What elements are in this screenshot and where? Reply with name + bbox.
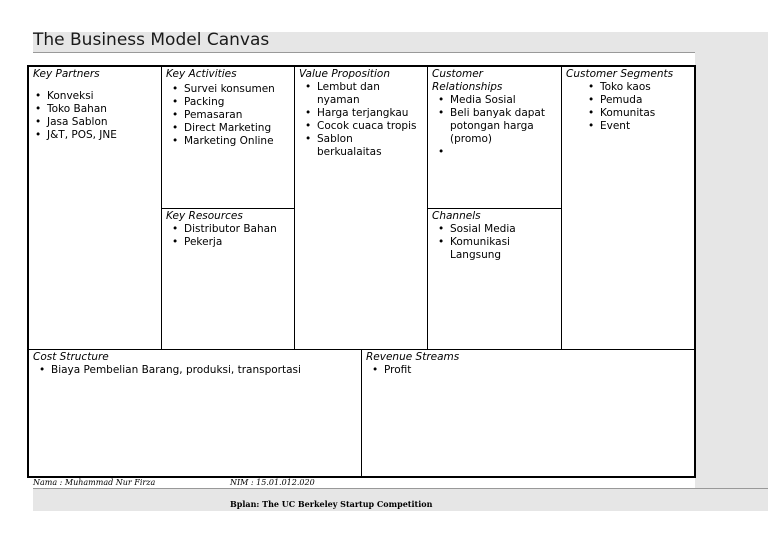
channels-block (427, 208, 562, 350)
channels-title: Channels (432, 210, 481, 222)
value-proposition-list (299, 81, 423, 159)
key-partners-list (33, 90, 157, 142)
key-partners-title: Key Partners (33, 68, 100, 80)
customer-relationships-block (427, 66, 562, 209)
list-item: • Pemasaran (184, 109, 290, 122)
key-resources-block (161, 208, 295, 350)
list-item: • Sablon berkualaitas (317, 133, 397, 159)
revenue-streams-list (366, 364, 690, 377)
value-proposition-block (294, 66, 428, 350)
cost-structure-block (28, 349, 362, 477)
list-item (450, 146, 557, 159)
cost-structure-list (33, 364, 357, 377)
list-item: • Pemuda (600, 94, 690, 107)
key-partners-block (28, 66, 162, 350)
list-item: • Lembut dan nyaman (317, 81, 387, 107)
right-margin (695, 52, 768, 489)
list-item: • Direct Marketing (184, 122, 290, 135)
key-activities-block (161, 66, 295, 209)
customer-segments-block (561, 66, 695, 350)
list-item: • Toko Bahan (47, 103, 157, 116)
customer-segments-title: Customer Segments (566, 68, 674, 80)
business-model-canvas (27, 65, 696, 478)
list-item: • Media Sosial (450, 94, 557, 107)
list-item: • Komunikasi Langsung (450, 236, 530, 262)
list-item: • Cocok cuaca tropis (317, 120, 423, 133)
list-item: • Konveksi (47, 90, 157, 103)
revenue-streams-block (361, 349, 695, 477)
key-resources-title: Key Resources (166, 210, 243, 222)
channels-list (432, 223, 557, 262)
list-item: • Komunitas (600, 107, 690, 120)
list-item: • J&T, POS, JNE (47, 129, 157, 142)
list-item: • Harga terjangkau (317, 107, 423, 120)
author-name: Nama : Muhammad Nur Firza (33, 478, 156, 487)
author-nim: NIM : 15.01.012.020 (230, 478, 315, 487)
footer-bplan: Bplan: The UC Berkeley Startup Competition (230, 499, 433, 509)
list-item: • Packing (184, 96, 290, 109)
list-item: • Jasa Sablon (47, 116, 157, 129)
list-item: • Profit (384, 364, 690, 377)
list-item: • Pekerja (184, 236, 290, 249)
revenue-streams-title: Revenue Streams (366, 351, 460, 363)
value-proposition-title: Value Proposition (299, 68, 390, 80)
list-item: • Marketing Online (184, 135, 290, 148)
list-item: • Beli banyak dapat potongan harga (promo) (450, 107, 557, 146)
key-activities-title: Key Activities (166, 68, 237, 80)
cost-structure-title: Cost Structure (33, 351, 109, 363)
list-item: • Sosial Media (450, 223, 557, 236)
list-item: • Distributor Bahan (184, 223, 290, 236)
list-item: • Biaya Pembelian Barang, produksi, transportasi (51, 364, 357, 377)
list-item: • Event (600, 120, 690, 133)
key-activities-list (166, 83, 290, 148)
list-item: • Toko kaos (600, 81, 690, 94)
customer-segments-list (566, 81, 690, 133)
customer-relationships-list (432, 94, 557, 159)
key-resources-list (166, 223, 290, 249)
page-title: The Business Model Canvas (33, 30, 270, 50)
customer-relationships-title: Customer Relationships (432, 68, 503, 93)
list-item: • Survei konsumen (184, 83, 290, 96)
